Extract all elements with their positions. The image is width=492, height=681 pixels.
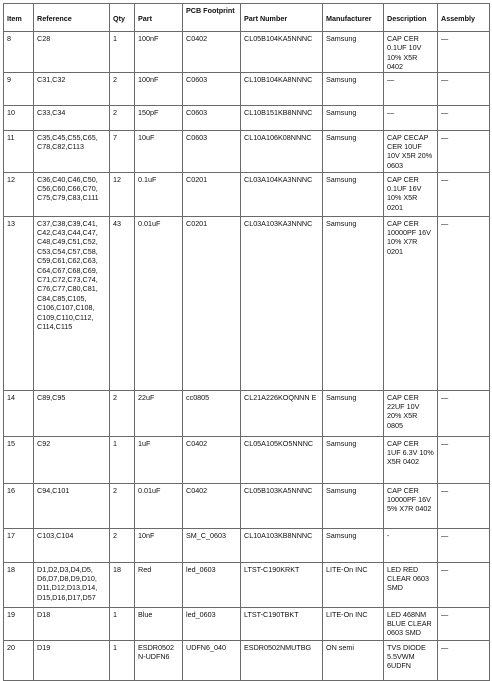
cell-item: 8 xyxy=(4,32,34,73)
cell-part: 150pF xyxy=(135,105,183,130)
cell-manufacturer: Samsung xyxy=(323,390,384,436)
cell-part: 10uF xyxy=(135,130,183,172)
cell-description: CAP CECAP CER 10UF 10V X5R 20% 0603 xyxy=(384,130,438,172)
cell-assembly: — xyxy=(438,436,490,483)
cell-reference: C37,C38,C39,C41, C42,C43,C44,C47, C48,C49,C51,C52, C53,C54,C57,C58, C59,C61,C62,C63, C64,C67,C68,C69, C71,C72,C73,C74, C76,C77,C80,C81, C84,C85,C105, C106,C107,C108, C109,C110,C112, C114,C115 xyxy=(34,216,110,390)
cell-part-number: CL10A103KB8NNNC xyxy=(241,528,323,562)
cell-part-number: CL03A103KA3NNNC xyxy=(241,216,323,390)
cell-part-number: CL21A226KOQNNN E xyxy=(241,390,323,436)
cell-part: ESDR0502 N-UDFN6 xyxy=(135,640,183,680)
cell-item: 12 xyxy=(4,172,34,216)
bom-table xyxy=(3,3,490,681)
cell-assembly: — xyxy=(438,130,490,172)
cell-assembly: — xyxy=(438,390,490,436)
header-assembly: Assembly xyxy=(438,4,490,32)
cell-assembly: — xyxy=(438,562,490,607)
cell-item: 20 xyxy=(4,640,34,680)
cell-qty: 18 xyxy=(110,562,135,607)
cell-manufacturer: Samsung xyxy=(323,483,384,528)
cell-item: 9 xyxy=(4,72,34,105)
cell-footprint: cc0805 xyxy=(183,390,241,436)
cell-qty: 2 xyxy=(110,483,135,528)
cell-qty: 7 xyxy=(110,130,135,172)
table-row xyxy=(4,436,490,483)
cell-footprint: C0402 xyxy=(183,436,241,483)
cell-qty: 2 xyxy=(110,105,135,130)
cell-part: 100nF xyxy=(135,32,183,73)
cell-assembly: — xyxy=(438,528,490,562)
cell-item: 14 xyxy=(4,390,34,436)
cell-item: 13 xyxy=(4,216,34,390)
cell-part-number: CL05B103KA5NNNC xyxy=(241,483,323,528)
cell-manufacturer: Samsung xyxy=(323,172,384,216)
table-row xyxy=(4,528,490,562)
table-row xyxy=(4,390,490,436)
cell-part-number: CL10A106K08NNNC xyxy=(241,130,323,172)
cell-part: 0.01uF xyxy=(135,483,183,528)
cell-part-number: CL05B104KA5NNNC xyxy=(241,32,323,73)
cell-assembly: — xyxy=(438,32,490,73)
header-part: Part xyxy=(135,4,183,32)
cell-description: TVS DIODE 5.5VWM 6UDFN xyxy=(384,640,438,680)
cell-footprint: led_0603 xyxy=(183,562,241,607)
cell-manufacturer: LITE-On INC xyxy=(323,607,384,640)
cell-reference: C33,C34 xyxy=(34,105,110,130)
table-row xyxy=(4,562,490,607)
table-row xyxy=(4,32,490,73)
cell-footprint: C0201 xyxy=(183,172,241,216)
header-qty: Qty xyxy=(110,4,135,32)
cell-manufacturer: Samsung xyxy=(323,32,384,73)
cell-description: LED RED CLEAR 0603 SMD xyxy=(384,562,438,607)
cell-part: Red xyxy=(135,562,183,607)
table-row xyxy=(4,172,490,216)
cell-reference: C92 xyxy=(34,436,110,483)
cell-assembly: — xyxy=(438,105,490,130)
table-row xyxy=(4,130,490,172)
cell-description: CAP CER 10000PF 16V 5% X7R 0402 xyxy=(384,483,438,528)
cell-part: 0.1uF xyxy=(135,172,183,216)
table-row xyxy=(4,216,490,390)
cell-part: 100nF xyxy=(135,72,183,105)
cell-description: CAP CER 10000PF 16V 10% X7R 0201 xyxy=(384,216,438,390)
header-pcb-footprint: PCB Footprint xyxy=(183,4,241,32)
cell-footprint: C0402 xyxy=(183,483,241,528)
cell-manufacturer: Samsung xyxy=(323,528,384,562)
table-row xyxy=(4,72,490,105)
cell-item: 10 xyxy=(4,105,34,130)
cell-description: LED 468NM BLUE CLEAR 0603 SMD xyxy=(384,607,438,640)
cell-manufacturer: Samsung xyxy=(323,436,384,483)
cell-part-number: ESDR0502NMUTBG xyxy=(241,640,323,680)
cell-qty: 1 xyxy=(110,32,135,73)
cell-item: 18 xyxy=(4,562,34,607)
cell-item: 16 xyxy=(4,483,34,528)
cell-qty: 1 xyxy=(110,607,135,640)
cell-part: Blue xyxy=(135,607,183,640)
cell-item: 17 xyxy=(4,528,34,562)
cell-manufacturer: Samsung xyxy=(323,72,384,105)
cell-qty: 2 xyxy=(110,390,135,436)
cell-qty: 12 xyxy=(110,172,135,216)
cell-part-number: LTST-C190KRKT xyxy=(241,562,323,607)
cell-assembly: — xyxy=(438,216,490,390)
header-part-number: Part Number xyxy=(241,4,323,32)
header-reference: Reference xyxy=(34,4,110,32)
cell-footprint: C0201 xyxy=(183,216,241,390)
cell-manufacturer: LITE-On INC xyxy=(323,562,384,607)
cell-reference: D1,D2,D3,D4,D5, D6,D7,D8,D9,D10, D11,D12,D13,D14, D15,D16,D17,D57 xyxy=(34,562,110,607)
table-row xyxy=(4,640,490,680)
cell-description: CAP CER 0.1UF 10V 10% X5R 0402 xyxy=(384,32,438,73)
cell-footprint: C0603 xyxy=(183,72,241,105)
cell-reference: C36,C40,C46,C50, C56,C60,C66,C70, C75,C79,C83,C111 xyxy=(34,172,110,216)
cell-part: 0.01uF xyxy=(135,216,183,390)
cell-footprint: C0402 xyxy=(183,32,241,73)
header-manufacturer: Manufacturer xyxy=(323,4,384,32)
cell-description: — xyxy=(384,72,438,105)
cell-description: — xyxy=(384,105,438,130)
cell-reference: C35,C45,C55,C65, C78,C82,C113 xyxy=(34,130,110,172)
cell-reference: C94,C101 xyxy=(34,483,110,528)
cell-description: CAP CER 22UF 10V 20% X5R 0805 xyxy=(384,390,438,436)
table-row xyxy=(4,607,490,640)
cell-footprint: led_0603 xyxy=(183,607,241,640)
cell-assembly: — xyxy=(438,483,490,528)
cell-manufacturer: Samsung xyxy=(323,216,384,390)
cell-reference: C103,C104 xyxy=(34,528,110,562)
cell-footprint: SM_C_0603 xyxy=(183,528,241,562)
cell-footprint: C0603 xyxy=(183,105,241,130)
cell-part-number: LTST-C190TBKT xyxy=(241,607,323,640)
cell-qty: 2 xyxy=(110,528,135,562)
cell-part-number: CL10B104KA8NNNC xyxy=(241,72,323,105)
cell-part: 10nF xyxy=(135,528,183,562)
cell-assembly: — xyxy=(438,172,490,216)
cell-assembly: — xyxy=(438,640,490,680)
cell-part-number: CL05A105KO5NNNC xyxy=(241,436,323,483)
cell-description: CAP CER 1UF 6.3V 10% X5R 0402 xyxy=(384,436,438,483)
cell-assembly: — xyxy=(438,72,490,105)
cell-manufacturer: Samsung xyxy=(323,105,384,130)
cell-manufacturer: ON semi xyxy=(323,640,384,680)
header-item: Item xyxy=(4,4,34,32)
cell-qty: 1 xyxy=(110,640,135,680)
cell-reference: C89,C95 xyxy=(34,390,110,436)
cell-part-number: CL10B151KB8NNNC xyxy=(241,105,323,130)
cell-part: 1uF xyxy=(135,436,183,483)
table-row xyxy=(4,483,490,528)
cell-description: - xyxy=(384,528,438,562)
table-row xyxy=(4,105,490,130)
cell-qty: 1 xyxy=(110,436,135,483)
cell-qty: 2 xyxy=(110,72,135,105)
cell-description: CAP CER 0.1UF 16V 10% X5R 0201 xyxy=(384,172,438,216)
cell-footprint: UDFN6_040 xyxy=(183,640,241,680)
header-row xyxy=(4,4,490,32)
cell-reference: C31,C32 xyxy=(34,72,110,105)
cell-item: 15 xyxy=(4,436,34,483)
cell-reference: D19 xyxy=(34,640,110,680)
cell-assembly: — xyxy=(438,607,490,640)
cell-qty: 43 xyxy=(110,216,135,390)
header-description: Description xyxy=(384,4,438,32)
cell-reference: C28 xyxy=(34,32,110,73)
cell-part-number: CL03A104KA3NNNC xyxy=(241,172,323,216)
cell-item: 19 xyxy=(4,607,34,640)
cell-manufacturer: Samsung xyxy=(323,130,384,172)
cell-footprint: C0603 xyxy=(183,130,241,172)
cell-reference: D18 xyxy=(34,607,110,640)
cell-part: 22uF xyxy=(135,390,183,436)
cell-item: 11 xyxy=(4,130,34,172)
